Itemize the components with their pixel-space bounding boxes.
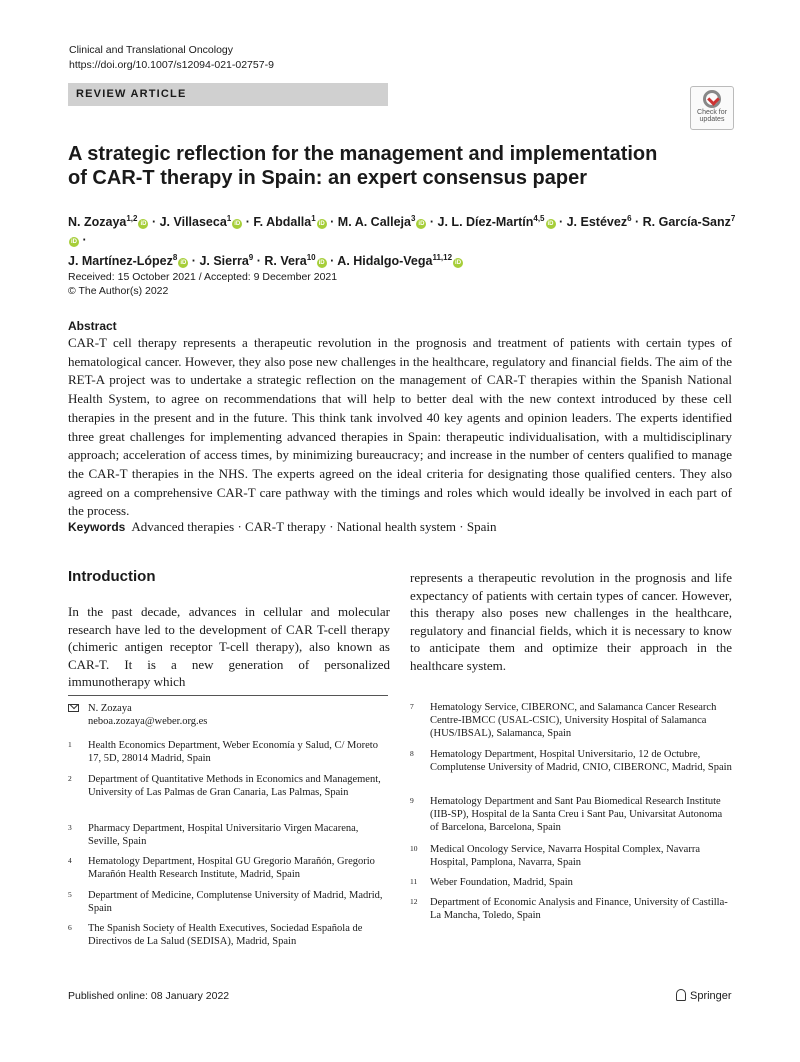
affiliation-number: 6	[68, 923, 72, 932]
keywords-text: Advanced therapies · CAR-T therapy · National health system · Spain	[131, 519, 497, 534]
introduction-heading: Introduction	[68, 568, 156, 585]
article-title	[68, 142, 708, 190]
contact-name: N. Zozaya	[88, 703, 132, 714]
author-name: J. L. Díez-Martín	[437, 215, 534, 230]
author-name: F. Abdalla	[253, 215, 312, 230]
author[interactable]	[337, 254, 463, 268]
author-name: J. Villaseca	[159, 215, 227, 230]
author-affiliation: 11,12	[432, 253, 453, 263]
check-updates-label-1: Check for	[697, 109, 727, 116]
author-affiliation: 1	[226, 214, 232, 223]
author[interactable]	[68, 254, 188, 268]
check-for-updates-button[interactable]	[690, 86, 734, 130]
affiliation-item	[68, 922, 388, 948]
affiliation-number: 12	[410, 897, 418, 906]
abstract-heading: Abstract	[68, 319, 117, 333]
orcid-icon[interactable]: iD	[318, 260, 325, 267]
author-separator: ·	[188, 254, 200, 269]
author[interactable]	[338, 215, 427, 229]
affiliation-number: 7	[410, 702, 414, 711]
orcid-icon[interactable]: iD	[318, 221, 325, 228]
copyright: © The Author(s) 2022	[68, 285, 169, 297]
affiliation-text: Hematology Department, Hospital Universitario, 12 de Octubre, Complutense University of Madrid, CNIO, CIBERONC, Madrid, Spain	[430, 749, 732, 773]
affiliation-item	[68, 739, 388, 765]
orcid-icon[interactable]: iD	[180, 260, 187, 267]
affiliation-number: 4	[68, 856, 72, 865]
orcid-icon[interactable]: iD	[234, 221, 241, 228]
orcid-icon[interactable]: iD	[455, 260, 462, 267]
author[interactable]	[438, 215, 556, 229]
affiliation-text: Department of Medicine, Complutense University of Madrid, Madrid, Spain	[88, 890, 383, 914]
author-affiliation: 3	[410, 214, 416, 223]
author-separator: ·	[253, 254, 265, 269]
author-name: R. García-Sanz	[642, 215, 731, 230]
author-separator: ·	[148, 215, 160, 230]
affiliation-number: 2	[68, 774, 72, 783]
affiliation-item	[410, 795, 732, 834]
author[interactable]	[160, 215, 243, 229]
author-name: J. Estévez	[566, 215, 628, 230]
author-list	[68, 210, 738, 270]
affiliation-text: Health Economics Department, Weber Economía y Salud, C/ Moreto 17, 5D, 28014 Madrid, Spain	[88, 740, 378, 764]
contact-email[interactable]: neboa.zozaya@weber.org.es	[88, 716, 208, 727]
introduction-right-column: represents a therapeutic revolution in the prognosis and life expectancy of patients with certain types of cancer. However, this therapy also poses new challenges in the healthcare, regulatory and financial fields, which it is necessary to know to anticipate them and optimize their approach in the healthcare system.	[410, 570, 732, 673]
check-updates-label-2: updates	[699, 116, 725, 123]
author-name: M. A. Calleja	[337, 215, 411, 230]
author[interactable]	[567, 215, 632, 229]
received-accepted: Received: 15 October 2021 / Accepted: 9 December 2021	[68, 271, 338, 283]
author-affiliation: 7	[730, 214, 736, 223]
author-name: A. Hidalgo-Vega	[337, 254, 433, 269]
journal-header	[69, 43, 274, 73]
affiliation-text: Hematology Department and Sant Pau Biomedical Research Institute (IIB-SP), Hospital de la Santa Creu i Sant Pau, Univarsitat Autonoma of Barcelona, Barcelona, Spain	[430, 796, 723, 833]
affiliation-text: The Spanish Society of Health Executives, Sociedad Española de Directivos de La Salud (SEDISA), Madrid, Spain	[88, 923, 363, 947]
author-separator: ·	[326, 254, 338, 269]
keywords	[68, 519, 732, 535]
affiliation-number: 1	[68, 740, 72, 749]
author[interactable]	[264, 254, 326, 268]
author-affiliation: 4,5	[533, 214, 545, 223]
springer-horse-icon	[676, 989, 686, 1001]
affiliation-item	[410, 896, 732, 922]
orcid-icon[interactable]: iD	[71, 239, 77, 246]
mail-icon	[68, 704, 79, 712]
affiliation-text: Hematology Service, CIBERONC, and Salamanca Cancer Research Centre-IBMCC (USAL-CSIC), University Hospital of Salamanca (HUS/IBSAL), Salamanca, Spain	[430, 702, 717, 739]
journal-name: Clinical and Translational Oncology	[69, 44, 234, 56]
author-affiliation: 1,2	[126, 214, 138, 223]
introduction-left-column: In the past decade, advances in cellular and molecular research have led to the development of CAR T-cell therapy (chimeric antigen receptor T-cell therapy), also known as CAR-T. It is a new generation of personalized immunotherapy which	[68, 604, 390, 689]
published-date: Published online: 08 January 2022	[68, 990, 230, 1002]
affiliation-item	[68, 889, 388, 915]
author-affiliation: 8	[172, 253, 178, 263]
publisher-logo	[676, 989, 732, 1002]
keywords-label: Keywords	[68, 520, 126, 534]
author[interactable]	[199, 254, 253, 268]
author-affiliation: 6	[627, 214, 632, 223]
affiliation-item	[68, 855, 388, 881]
affiliation-item	[410, 843, 732, 869]
footnote-divider	[68, 695, 388, 696]
check-updates-icon	[703, 90, 721, 108]
author-separator: ·	[631, 215, 643, 230]
author-separator: ·	[555, 215, 567, 230]
article-type-badge: REVIEW ARTICLE	[68, 83, 388, 106]
doi-link[interactable]: https://doi.org/10.1007/s12094-021-02757-9	[69, 59, 274, 71]
corresponding-author	[68, 702, 388, 728]
author[interactable]	[253, 215, 326, 229]
affiliation-item	[410, 876, 732, 889]
publisher-name: Springer	[690, 990, 732, 1002]
affiliation-text: Department of Quantitative Methods in Economics and Management, University of Las Palmas de Gran Canaria, Las Palmas, Spain	[88, 774, 381, 798]
author-separator: ·	[242, 215, 254, 230]
orcid-icon[interactable]: iD	[418, 221, 425, 228]
orcid-icon[interactable]: iD	[547, 221, 554, 228]
author-affiliation: 1	[311, 214, 316, 223]
affiliation-number: 9	[410, 796, 414, 805]
affiliation-item	[410, 748, 732, 774]
author-separator: ·	[426, 215, 438, 230]
title-line-1: A strategic reflection for the management and implementation	[68, 143, 658, 165]
author-name: J. Martínez-López	[68, 254, 173, 269]
affiliation-text: Weber Foundation, Madrid, Spain	[430, 877, 573, 888]
abstract-text: CAR-T cell therapy represents a therapeutic revolution in the prognosis and treatment of patients with certain types of hematological cancer. However, they also pose new challenges in the healthcare, regulatory and financial fields. The aim of the RET-A project was to undertake a strategic reflection on the management of CAR-T therapies within the Spanish National Health System, to agree on recommendations that will help to better deal with the new context introduced by these cell therapies in the present and in the future. This think tank involved 40 key agents and opinion leaders. The experts identified three great challenges for implementing advanced therapies in Spain: therapeutic individualisation, with a multidisciplinary approach; acceleration of access times, by minimizing bureaucracy; and increase in the number of centers qualified to manage the CAR-T therapies in the NHS. The experts agreed on the ideal criteria for designating those qualified centers. They also agreed on a comprehensive CAR-T care pathway with the timings and roles which would ideally be involved in each part of the process.	[68, 335, 732, 519]
affiliation-text: Pharmacy Department, Hospital Universitario Virgen Macarena, Seville, Spain	[88, 823, 359, 847]
article-dates	[68, 270, 337, 298]
author-separator: ·	[326, 215, 338, 230]
affiliation-text: Medical Oncology Service, Navarra Hospital Complex, Navarra Hospital, Pamplona, Navarra, Spain	[430, 844, 700, 868]
author-affiliation: 10	[306, 253, 316, 263]
author-name: J. Sierra	[199, 254, 249, 269]
affiliation-number: 10	[410, 844, 418, 853]
author-affiliation: 9	[248, 253, 254, 263]
affiliation-number: 5	[68, 890, 72, 899]
affiliation-item	[68, 773, 388, 799]
title-line-2: of CAR-T therapy in Spain: an expert consensus paper	[68, 167, 587, 189]
author-name: N. Zozaya	[68, 215, 127, 230]
affiliation-item	[68, 822, 388, 848]
author-name: R. Vera	[264, 254, 307, 269]
affiliation-text: Hematology Department, Hospital GU Gregorio Marañón, Gregorio Marañón Health Research Institute, Madrid, Spain	[88, 856, 375, 880]
author[interactable]	[68, 215, 148, 229]
affiliation-number: 11	[410, 877, 418, 886]
author-separator: ·	[79, 233, 87, 248]
orcid-icon[interactable]: iD	[140, 221, 147, 228]
affiliation-item	[410, 701, 732, 740]
affiliation-number: 8	[410, 749, 414, 758]
affiliation-text: Department of Economic Analysis and Finance, University of Castilla-La Mancha, Toledo, Spain	[430, 897, 728, 921]
affiliation-number: 3	[68, 823, 72, 832]
